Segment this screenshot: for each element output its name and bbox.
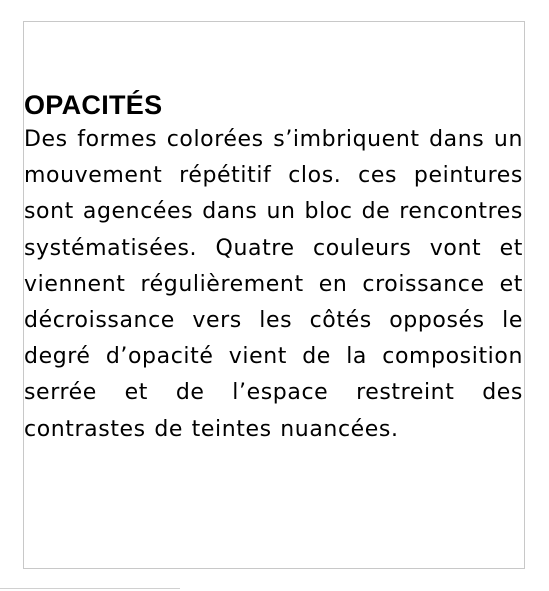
document-paragraph: Des formes colorées s’imbriquent dans un mouvement répétitif clos. ces peintures sont agencées dans un bloc de rencontres systématisées. Quatre couleurs vont et viennent régulièrement en croissance et décroissance vers les côtés opposés le degré d’opacité vient de la composition serrée et de l’espace restreint des contrastes de teintes nuancées. [24,127,523,442]
document-title: OPACITÉS [24,90,163,120]
text-block [24,88,523,448]
bottom-divider [0,588,180,589]
